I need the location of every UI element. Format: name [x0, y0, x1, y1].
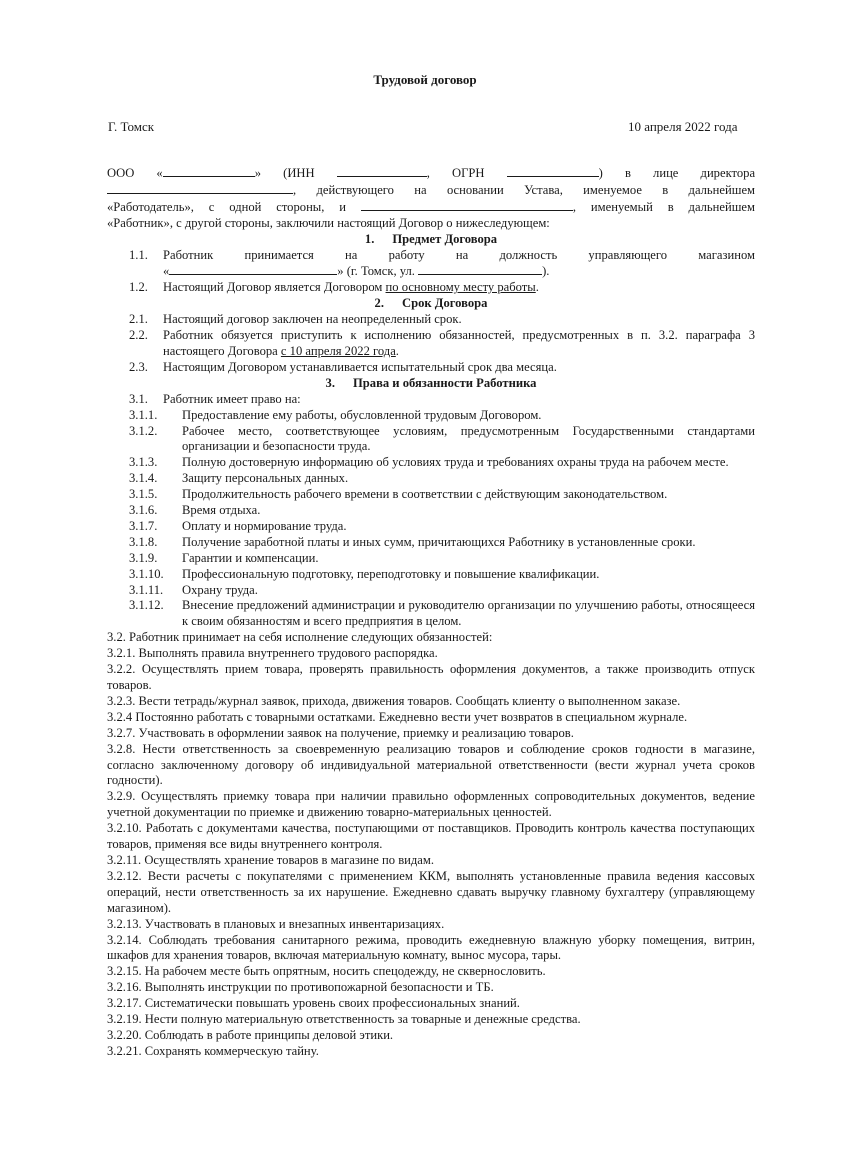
- clause-1-1: 1.1. Работник принимается на работу на должность управляющего магазином « » (г. Томск, ул. ).: [129, 247, 755, 279]
- store-name-blank: [169, 263, 337, 275]
- rights-item-number: 3.1.6.: [129, 503, 158, 518]
- rights-item-number: 3.1.1.: [129, 407, 158, 422]
- company-name-blank: [163, 165, 255, 177]
- rights-item-text: Предоставление ему работы, обусловленной трудовым Договором.: [182, 407, 542, 422]
- duty-item: 3.2.21. Сохранять коммерческую тайну.: [107, 1043, 319, 1058]
- duty-item: 3.2.19. Нести полную материальную ответственность за товарные и денежные средства.: [107, 1012, 581, 1027]
- contract-date: 10 апреля 2022 года: [628, 119, 738, 134]
- rights-item-number: 3.1.8.: [129, 534, 158, 549]
- preamble-line-4: «Работник», с другой стороны, заключили настоящий Договор о нижеследующем:: [107, 215, 550, 230]
- duty-item: 3.2.20. Соблюдать в работе принципы деловой этики.: [107, 1027, 394, 1042]
- rights-item-number: 3.1.4.: [129, 471, 158, 486]
- director-name-blank: [107, 182, 293, 194]
- duty-item: 3.2.3. Вести тетрадь/журнал заявок, прихода, движения товаров. Сообщать клиенту о выполненном заказе.: [107, 693, 681, 708]
- section-1-heading: 1. Предмет Договора: [364, 231, 498, 246]
- duties-intro: 3.2. Работник принимает на себя исполнение следующих обязанностей:: [107, 630, 493, 645]
- rights-item: [129, 519, 755, 535]
- rights-item: [129, 487, 755, 503]
- duty-item: 3.2.15. На рабочем месте быть опрятным, носить спецодежду, не сквернословить.: [107, 964, 546, 979]
- duty-item: 3.2.16. Выполнять инструкции по противопожарной безопасности и ТБ.: [107, 980, 494, 995]
- rights-item: [129, 567, 755, 583]
- duty-item: 3.2.14. Соблюдать требования санитарного режима, проводить ежедневную влажную уборку помещения, витрин, шкафов для хранения товаров, включая материальную комнату, вынос мусора, тары.: [107, 932, 755, 963]
- rights-item-text: Оплату и нормирование труда.: [182, 518, 347, 533]
- rights-item-text: Продолжительность рабочего времени в соответствии с действующим законодательством.: [182, 487, 668, 502]
- rights-item-text: Полную достоверную информацию об условиях труда и требованиях охраны труда на рабочем месте.: [182, 455, 729, 470]
- rights-item: [129, 408, 755, 424]
- rights-item-number: 3.1.9.: [129, 550, 158, 565]
- clause-2-3: 2.3. Настоящим Договором устанавливается испытательный срок два месяца.: [129, 359, 557, 374]
- rights-item-number: 3.1.5.: [129, 487, 158, 502]
- rights-item-text: Охрану труда.: [182, 582, 258, 597]
- duty-item: 3.2.9. Осуществлять приемку товара при наличии правильно оформленных сопроводительных документов, ведение учетной документации по приемке и движению товарно-материальных ценностей.: [107, 789, 755, 820]
- clause-1-2: 1.2. Настоящий Договор является Договором по основному месту работы.: [129, 280, 539, 295]
- duty-item: 3.2.2. Осуществлять прием товара, проверять правильность оформления документов, а также производить отпуск товаров.: [107, 662, 755, 692]
- rights-item-text: Внесение предложений администрации и руководителю организации по улучшению работы, относящееся к своим обязанностям и всего предприятия в целом.: [182, 598, 755, 629]
- document-title: Трудовой договор: [373, 72, 477, 87]
- rights-item-text: Время отдыха.: [182, 503, 261, 518]
- rights-item: [129, 598, 755, 630]
- clause-2-1: 2.1. Настоящий договор заключен на неопределенный срок.: [129, 312, 462, 327]
- preamble-line-1: ООО « » (ИНН , ОГРН ) в лице директора: [107, 166, 756, 180]
- rights-item-text: Профессиональную подготовку, переподготовку и повышение квалификации.: [182, 566, 600, 581]
- contract-place: Г. Томск: [108, 119, 155, 134]
- rights-item-number: 3.1.10.: [129, 566, 164, 581]
- rights-item: [129, 583, 755, 599]
- duty-item: 3.2.17. Систематически повышать уровень своих профессиональных знаний.: [107, 996, 520, 1011]
- inn-blank: [337, 165, 427, 177]
- duty-item: 3.2.7. Участвовать в оформлении заявок на получение, приемку и реализацию товаров.: [107, 725, 574, 740]
- rights-item-number: 3.1.11.: [129, 582, 164, 597]
- section-2-heading: 2. Срок Договора: [374, 296, 488, 311]
- employee-name-blank: [361, 199, 573, 211]
- street-blank: [418, 263, 542, 275]
- rights-item: [129, 455, 755, 471]
- duty-item: 3.2.4 Постоянно работать с товарными остатками. Ежедневно вести учет возвратов в специальном журнале.: [107, 709, 688, 724]
- ogrn-blank: [507, 165, 599, 177]
- duty-item: 3.2.12. Вести расчеты с покупателями с применением ККМ, выполнять установленные правила ведения кассовых операций, нести ответственность за их нарушение. Ежедневно сдавать выручку главному бухгалтеру (управляющему магазином).: [107, 868, 755, 915]
- rights-item-number: 3.1.2.: [129, 423, 158, 438]
- section-3-heading: 3. Права и обязанности Работника: [325, 375, 537, 390]
- contract-body: [107, 165, 755, 1060]
- rights-item-number: 3.1.7.: [129, 518, 158, 533]
- clause-3-1: 3.1. Работник имеет право на:: [129, 391, 301, 406]
- rights-list: [107, 408, 755, 631]
- duty-item: 3.2.10. Работать с документами качества, поступающими от поставщиков. Проводить контроль качества поступающих товаров, применяя все виды внутреннего контроля.: [107, 821, 755, 852]
- rights-item-text: Получение заработной платы и иных сумм, причитающихся Работнику в установленные сроки.: [182, 534, 696, 549]
- rights-item-number: 3.1.3.: [129, 455, 158, 470]
- preamble-line-3: «Работодатель», с одной стороны, и , именуемый в дальнейшем: [107, 199, 755, 214]
- rights-item-text: Гарантии и компенсации.: [182, 550, 319, 565]
- rights-item: [129, 424, 755, 456]
- duty-item: 3.2.8. Нести ответственность за своевременную реализацию товаров и соблюдение сроков годности в магазине, согласно заключенному договору об индивидуальной материальной ответственности (вести журнал учета сроков годности).: [107, 741, 755, 788]
- clause-2-2: 2.2. Работник обязуется приступить к исполнению обязанностей, предусмотренных в п. 3.2. параграфа 3 настоящего Договора с 10 апреля 2022 года.: [129, 328, 755, 358]
- duty-item: 3.2.11. Осуществлять хранение товаров в магазине по видам.: [107, 852, 435, 867]
- duty-item: 3.2.1. Выполнять правила внутреннего трудового распорядка.: [107, 646, 438, 661]
- rights-item-text: Рабочее место, соответствующее условиям, предусмотренным Государственными стандартами организации и безопасности труда.: [182, 423, 755, 454]
- preamble-line-2: , действующего на основании Устава, именуемое в дальнейшем: [107, 182, 755, 199]
- rights-item: [129, 535, 755, 551]
- rights-item: [129, 551, 755, 567]
- duties-list: [107, 646, 755, 1060]
- rights-item: [129, 471, 755, 487]
- duty-item: 3.2.13. Участвовать в плановых и внезапных инвентаризациях.: [107, 916, 445, 931]
- rights-item-text: Защиту персональных данных.: [182, 471, 349, 486]
- rights-item-number: 3.1.12.: [129, 598, 164, 613]
- rights-item: [129, 503, 755, 519]
